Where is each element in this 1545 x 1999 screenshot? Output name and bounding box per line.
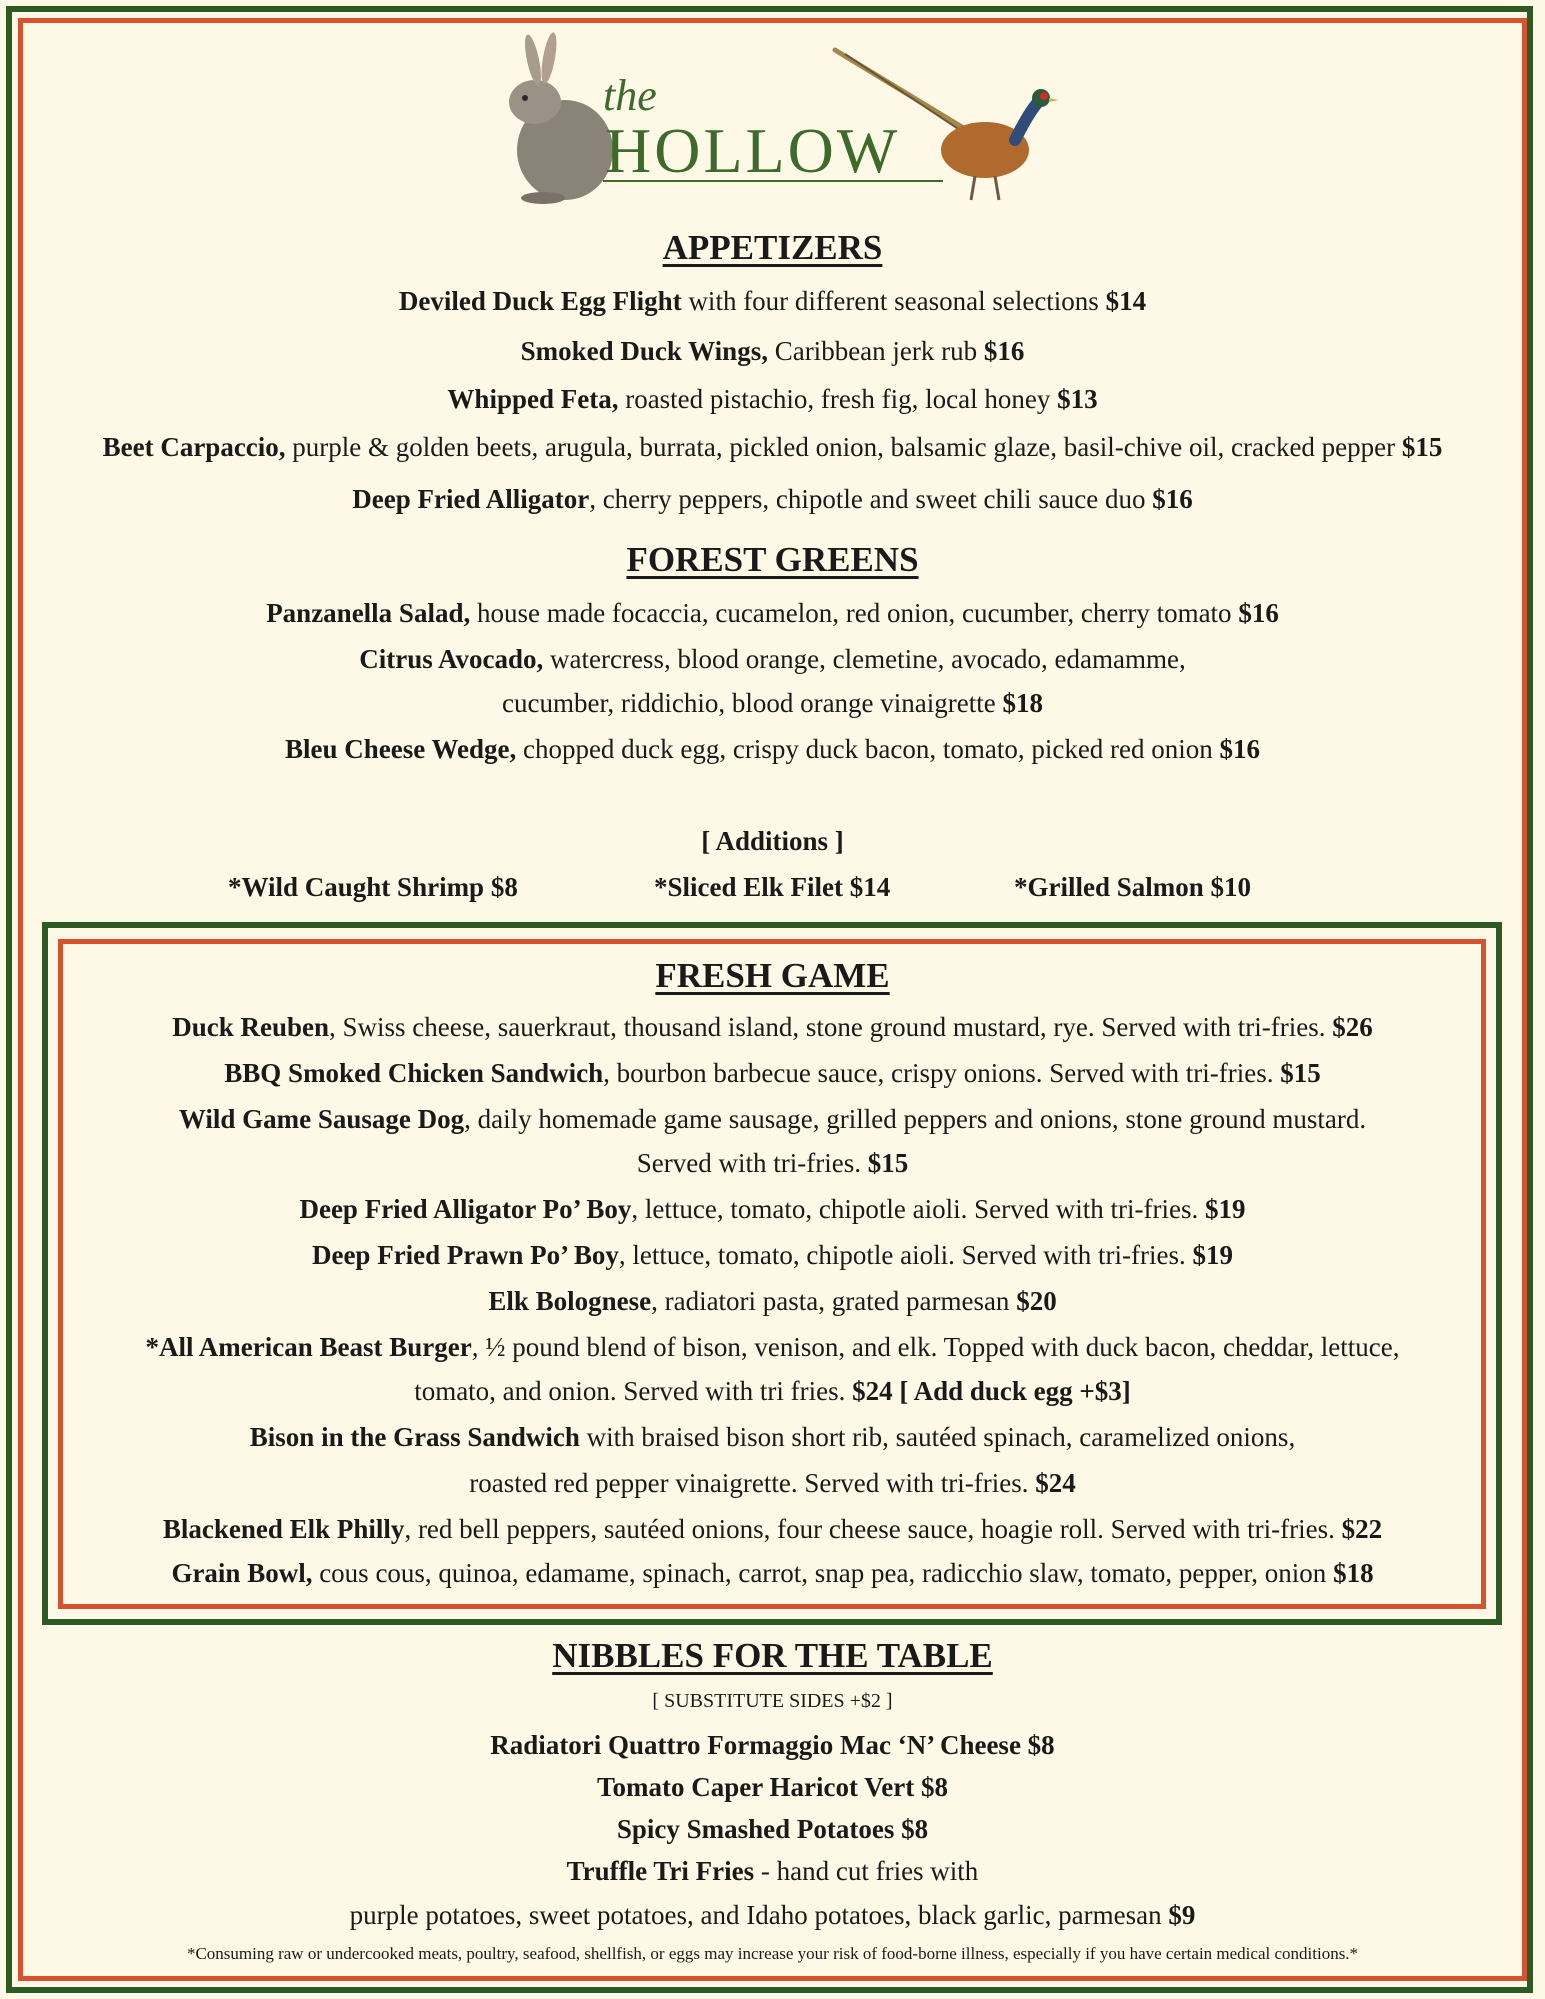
rabbit-icon — [495, 30, 615, 210]
menu-item: Panzanella Salad, house made focaccia, cucamelon, red onion, cucumber, cherry tomato $16 — [266, 598, 1279, 628]
menu-item: BBQ Smoked Chicken Sandwich, bourbon barbecue sauce, crispy onions. Served with tri-fries. $15 — [224, 1058, 1321, 1088]
menu-item-cont: Served with tri-fries. $15 — [636, 1148, 909, 1178]
menu-item-cont: roasted red pepper vinaigrette. Served with tri-fries. $24 — [469, 1468, 1076, 1498]
menu-item: Bleu Cheese Wedge, chopped duck egg, crispy duck bacon, tomato, picked red onion $16 — [284, 734, 1261, 764]
addition-item: *Wild Caught Shrimp $8 — [228, 872, 518, 902]
food-safety-disclaimer: *Consuming raw or undercooked meats, poultry, seafood, shellfish, or eggs may increase your risk of food-borne illness, especially if you have certain medical conditions.* — [186, 1944, 1359, 1963]
menu-item: Deep Fried Alligator Po’ Boy, lettuce, tomato, chipotle aioli. Served with tri-fries. $19 — [299, 1194, 1246, 1224]
nibble-item: Spicy Smashed Potatoes $8 — [616, 1814, 929, 1844]
menu-item: Blackened Elk Philly, red bell peppers, sautéed onions, four cheese sauce, hoagie roll. Served with tri-fries. $22 — [162, 1514, 1383, 1544]
menu-item-cont: tomato, and onion. Served with tri fries. $24 [ Add duck egg +$3] — [414, 1376, 1131, 1406]
additions-label: [ Additions ] — [701, 826, 844, 856]
nibbles-note: [ SUBSTITUTE SIDES +$2 ] — [652, 1690, 893, 1712]
nibble-item: Radiatori Quattro Formaggio Mac ‘N’ Cheese $8 — [490, 1730, 1055, 1760]
greens-title: FOREST GREENS — [626, 540, 919, 579]
nibbles-title: NIBBLES FOR THE TABLE — [552, 1636, 993, 1675]
menu-item-cont: cucumber, riddichio, blood orange vinaigrette $18 — [501, 688, 1043, 718]
nibble-item: Truffle Tri Fries - hand cut fries with — [566, 1856, 979, 1886]
menu-item: Bison in the Grass Sandwich with braised bison short rib, sautéed spinach, caramelized onions, — [249, 1422, 1296, 1452]
menu-item: Grain Bowl, cous cous, quinoa, edamame, spinach, carrot, snap pea, radicchio slaw, tomato, pepper, onion $18 — [171, 1558, 1374, 1588]
menu-item: Citrus Avocado, watercress, blood orange, clemetine, avocado, edamamme, — [359, 644, 1186, 674]
logo-the: the — [603, 71, 657, 120]
menu-item: Deep Fried Alligator, cherry peppers, chipotle and sweet chili sauce duo $16 — [352, 484, 1193, 514]
menu-item: Wild Game Sausage Dog, daily homemade game sausage, grilled peppers and onions, stone ground mustard. — [178, 1104, 1367, 1134]
logo-name: HOLLOW — [605, 115, 901, 186]
menu-item: Beet Carpaccio, purple & golden beets, arugula, burrata, pickled onion, balsamic glaze, basil-chive oil, cracked pepper $15 — [102, 432, 1443, 462]
addition-item: *Sliced Elk Filet $14 — [654, 872, 891, 902]
menu-item: Duck Reuben, Swiss cheese, sauerkraut, thousand island, stone ground mustard, rye. Served with tri-fries. $26 — [172, 1012, 1373, 1042]
menu-item: Smoked Duck Wings, Caribbean jerk rub $16 — [520, 336, 1025, 366]
menu-item: *All American Beast Burger, ½ pound blend of bison, venison, and elk. Topped with duck bacon, cheddar, lettuce, — [145, 1332, 1400, 1362]
game-title: FRESH GAME — [655, 956, 890, 995]
menu-item: Deep Fried Prawn Po’ Boy, lettuce, tomato, chipotle aioli. Served with tri-fries. $19 — [311, 1240, 1234, 1270]
addition-item: *Grilled Salmon $10 — [1014, 872, 1252, 902]
pheasant-icon — [825, 40, 1065, 220]
menu-item: Elk Bolognese, radiatori pasta, grated parmesan $20 — [488, 1286, 1057, 1316]
restaurant-logo — [495, 30, 1075, 215]
appetizers-title: APPETIZERS — [662, 228, 883, 267]
nibble-item-cont: purple potatoes, sweet potatoes, and Idaho potatoes, black garlic, parmesan $9 — [349, 1900, 1196, 1930]
menu-item: Whipped Feta, roasted pistachio, fresh fig, local honey $13 — [447, 384, 1098, 414]
menu-item: Deviled Duck Egg Flight with four different seasonal selections $14 — [398, 286, 1147, 316]
nibble-item: Tomato Caper Haricot Vert $8 — [597, 1772, 948, 1802]
